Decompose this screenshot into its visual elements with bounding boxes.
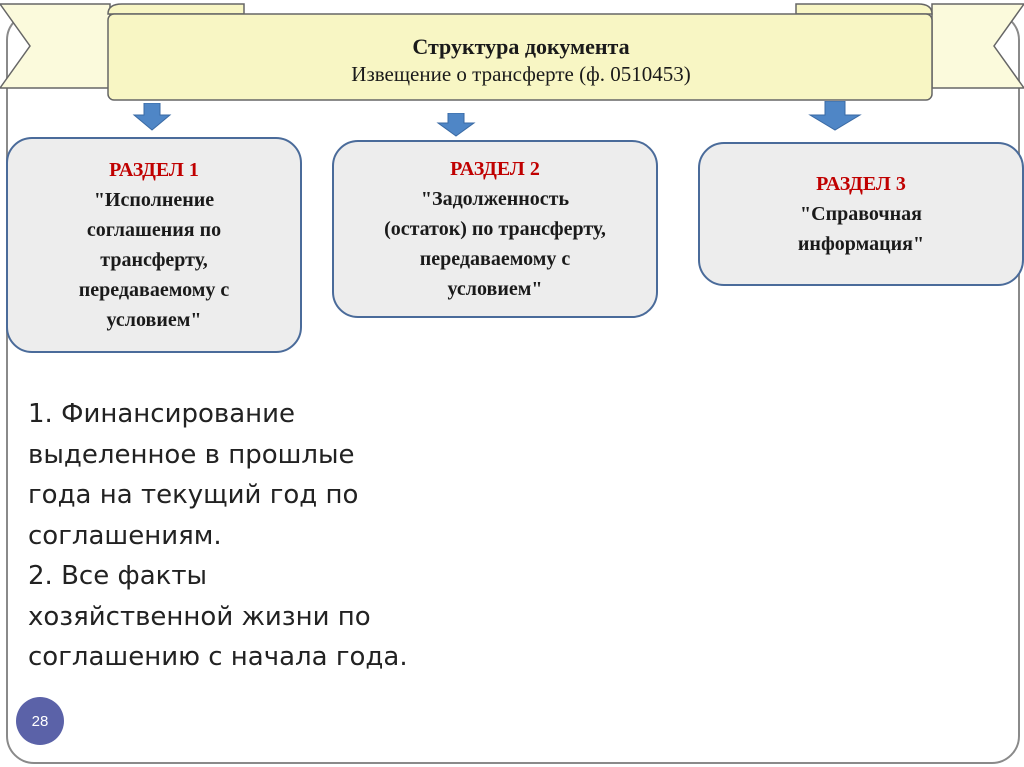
page-number-badge: 28 bbox=[16, 697, 64, 745]
section-header: РАЗДЕЛ 2 bbox=[450, 158, 540, 180]
section-header: РАЗДЕЛ 1 bbox=[109, 159, 199, 181]
section-header: РАЗДЕЛ 3 bbox=[816, 173, 906, 195]
body-line: 2. Все факты bbox=[28, 561, 208, 591]
section-line: информация" bbox=[797, 233, 925, 255]
body-line: хозяйственной жизни по bbox=[28, 601, 371, 632]
arrow-down-icon bbox=[132, 103, 172, 131]
body-line: 1. Финансирование bbox=[28, 399, 296, 429]
section-line: "Исполнение bbox=[93, 189, 215, 211]
arrow-down-icon bbox=[808, 101, 862, 131]
body-line: выделенное в прошлые bbox=[28, 439, 355, 470]
section-line: передаваемому с bbox=[419, 248, 571, 270]
section-line: соглашения по bbox=[86, 219, 222, 241]
section-line: "Задолженность bbox=[420, 188, 570, 210]
section-3-box bbox=[698, 142, 1024, 286]
section-line: условием" bbox=[447, 278, 543, 300]
section-line: передаваемому с bbox=[78, 279, 230, 301]
section-1-box bbox=[6, 137, 302, 353]
section-line: "Справочная bbox=[800, 203, 922, 225]
section-2-box bbox=[332, 140, 658, 318]
body-line: соглашению с начала года. bbox=[28, 642, 408, 672]
section-line: трансферту, bbox=[100, 249, 208, 271]
body-text bbox=[28, 394, 408, 678]
body-line: соглашениям. bbox=[28, 520, 222, 551]
section-line: условием" bbox=[106, 309, 202, 331]
page-title: Структура документа bbox=[412, 34, 630, 60]
section-line: (остаток) по трансферту, bbox=[384, 218, 606, 240]
arrow-down-icon bbox=[436, 113, 476, 137]
body-line: года на текущий год по bbox=[28, 480, 359, 510]
page-subtitle: Извещение о трансферте (ф. 0510453) bbox=[351, 61, 691, 86]
title-block bbox=[110, 22, 932, 98]
